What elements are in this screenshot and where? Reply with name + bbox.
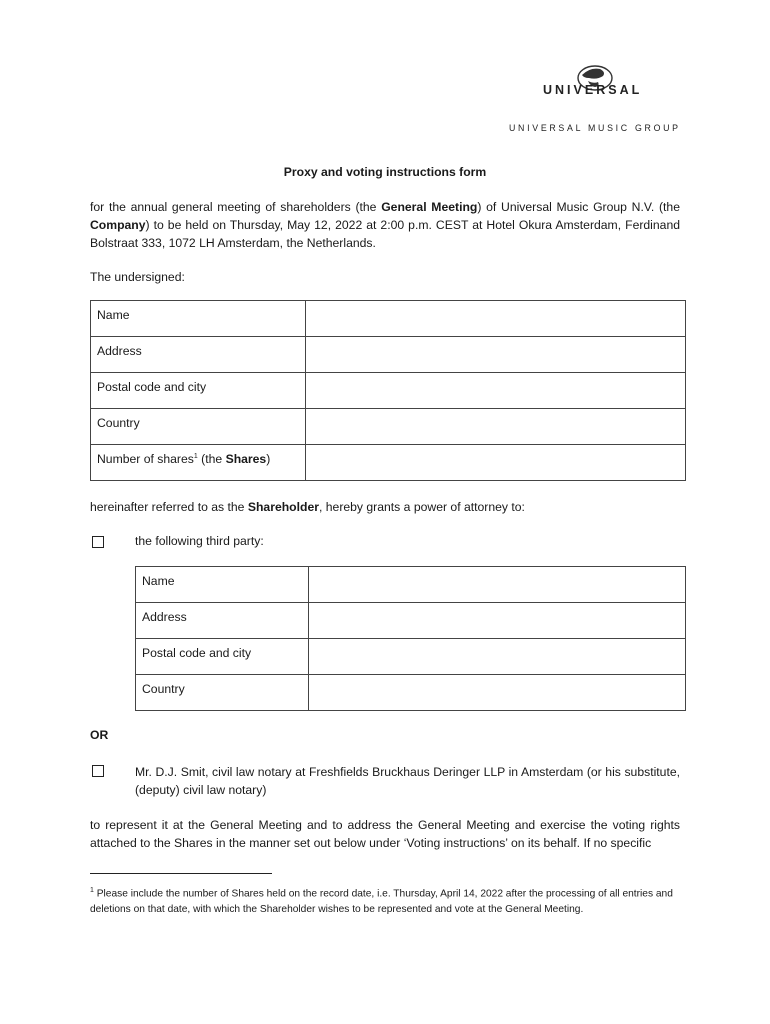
proxy-name-field[interactable] <box>309 567 686 603</box>
notary-option-label: Mr. D.J. Smit, civil law notary at Freshfields Bruckhaus Deringer LLP in Amsterdam (or his substitute, (deputy) civil law notary) <box>135 765 680 797</box>
name-field[interactable] <box>306 301 686 337</box>
postal-code-city-field[interactable] <box>306 373 686 409</box>
footnote: $^1$ Please include the number of Shares held on the record date, i.e. Thursday, April 14, 2022 after the processing of all entries and deletions on that date, with which the Shareholder wishes to be represented and vote at the General Meeting. <box>90 887 673 916</box>
row-label: Country <box>136 675 309 711</box>
table-row <box>91 373 686 409</box>
table-row <box>136 567 686 603</box>
third-party-checkbox[interactable] <box>92 536 104 548</box>
table-row <box>91 445 686 481</box>
row-label: Country <box>91 409 306 445</box>
table-row <box>91 409 686 445</box>
address-field[interactable] <box>306 337 686 373</box>
table-row <box>136 639 686 675</box>
row-label: Address <box>91 337 306 373</box>
table-row <box>136 603 686 639</box>
footnote-marker: 1 <box>90 887 94 894</box>
row-label: Number of shares$^1$ (the Shares) <box>91 445 306 481</box>
undersigned-label: The undersigned: <box>90 270 185 284</box>
grant-statement: hereinafter referred to as the Shareholder, hereby grants a power of attorney to: <box>90 500 525 514</box>
proxy-address-field[interactable] <box>309 603 686 639</box>
third-party-table <box>135 566 686 711</box>
notary-checkbox[interactable] <box>92 765 104 777</box>
row-label: Name <box>136 567 309 603</box>
row-label: Postal code and city <box>91 373 306 409</box>
footnote-divider <box>90 873 272 874</box>
proxy-postal-code-city-field[interactable] <box>309 639 686 675</box>
proxy-country-field[interactable] <box>309 675 686 711</box>
logo-group-name: UNIVERSAL MUSIC GROUP <box>509 123 681 133</box>
intro-paragraph: for the annual general meeting of shareholders (the General Meeting) of Universal Music Group N.V. (the Company) to be held on Thursday, May 12, 2022 at 2:00 p.m. CEST at Hotel Okura Amsterdam, Ferdinand Bolstraat 333, 1072 LH Amsterdam, the Netherlands. <box>90 200 680 250</box>
table-row <box>91 337 686 373</box>
row-label: Postal code and city <box>136 639 309 675</box>
third-party-option-label: the following third party: <box>135 534 264 548</box>
or-label: OR <box>90 728 109 742</box>
document-title: Proxy and voting instructions form <box>283 165 487 179</box>
shareholder-table <box>90 300 686 481</box>
logo-wordmark: UNIVERSAL <box>543 83 643 97</box>
footnote-ref: 1 <box>193 452 198 460</box>
number-of-shares-field[interactable] <box>306 445 686 481</box>
table-row <box>91 301 686 337</box>
country-field[interactable] <box>306 409 686 445</box>
table-row <box>136 675 686 711</box>
row-label: Address <box>136 603 309 639</box>
row-label: Name <box>91 301 306 337</box>
representation-paragraph: to represent it at the General Meeting and to address the General Meeting and exercise the voting rights attached to the Shares in the manner set out below under ‘Voting instructions’ on its behalf. If no specific <box>90 818 680 850</box>
